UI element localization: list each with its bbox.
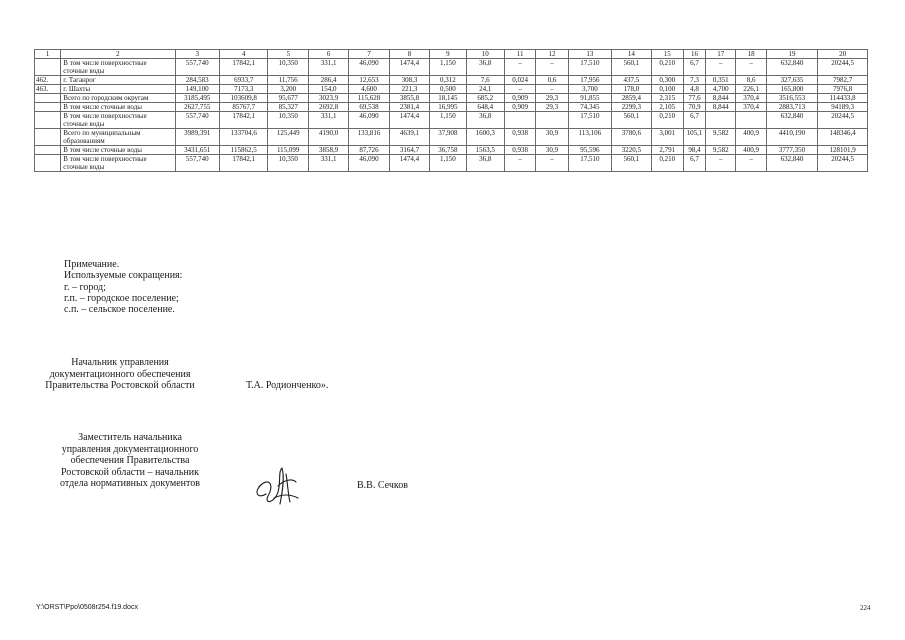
value-cell: 0,100 [651, 85, 683, 94]
value-cell: 4,600 [349, 85, 389, 94]
value-cell: 4190,0 [308, 129, 348, 146]
value-cell: 284,583 [175, 76, 219, 85]
value-cell: 3858,9 [308, 146, 348, 155]
value-cell: 148346,4 [818, 129, 868, 146]
value-cell: 2299,3 [612, 103, 651, 112]
value-cell: 154,0 [308, 85, 348, 94]
value-cell: 0,210 [651, 59, 683, 76]
value-cell: 1,150 [430, 59, 466, 76]
value-cell: 0,312 [430, 76, 466, 85]
column-number: 3 [175, 50, 219, 59]
value-cell: 1563,5 [466, 146, 504, 155]
value-cell: 46,090 [349, 112, 389, 129]
row-label-cell: Всего по муниципальным образованиям [61, 129, 175, 146]
value-cell: 125,449 [268, 129, 308, 146]
column-number: 4 [219, 50, 268, 59]
value-cell: 133704,6 [219, 129, 268, 146]
value-cell: 30,9 [536, 146, 568, 155]
value-cell: 10,350 [268, 155, 308, 172]
value-cell: 4410,190 [766, 129, 818, 146]
signatory1-name: Т.А. Родионченко». [246, 380, 329, 391]
value-cell: 3185,495 [175, 94, 219, 103]
value-cell: 6,7 [683, 155, 705, 172]
value-cell: 17,510 [568, 112, 611, 129]
value-cell: 632,840 [766, 59, 818, 76]
value-cell: 103609,8 [219, 94, 268, 103]
value-cell: 115,628 [349, 94, 389, 103]
position-line: Начальник управления [71, 357, 169, 368]
position-line: отдела нормативных документов [60, 478, 200, 489]
value-cell: 308,3 [389, 76, 429, 85]
value-cell: 632,840 [766, 155, 818, 172]
value-cell: 3164,7 [389, 146, 429, 155]
data-table [34, 49, 868, 172]
value-cell: 115,099 [268, 146, 308, 155]
value-cell: 1600,3 [466, 129, 504, 146]
value-cell: 1474,4 [389, 155, 429, 172]
value-cell: 7,6 [466, 76, 504, 85]
column-number: 5 [268, 50, 308, 59]
value-cell: 17842,1 [219, 155, 268, 172]
position-line: Ростовской области – начальник [60, 466, 200, 478]
position-line: Заместитель начальника [78, 432, 182, 443]
row-label-cell: г. Таганрог [61, 76, 175, 85]
value-cell: – [736, 155, 766, 172]
value-cell: 2,315 [651, 94, 683, 103]
value-cell: 0,210 [651, 112, 683, 129]
column-number: 16 [683, 50, 705, 59]
signatory2-position [36, 432, 224, 490]
value-cell: 331,1 [308, 112, 348, 129]
value-cell: 560,1 [612, 155, 651, 172]
column-number: 10 [466, 50, 504, 59]
row-number-cell [35, 103, 61, 112]
value-cell: 74,345 [568, 103, 611, 112]
value-cell: 128101,9 [818, 146, 868, 155]
table-row [35, 103, 868, 112]
column-number: 18 [736, 50, 766, 59]
row-number-cell [35, 129, 61, 146]
table-row [35, 85, 868, 94]
value-cell: – [706, 155, 736, 172]
value-cell: 105,1 [683, 129, 705, 146]
value-cell: 95,677 [268, 94, 308, 103]
value-cell: 9,582 [706, 146, 736, 155]
column-number: 17 [706, 50, 736, 59]
row-number-cell: 463. [35, 85, 61, 94]
value-cell: 115862,5 [219, 146, 268, 155]
value-cell: 560,1 [612, 59, 651, 76]
column-number: 12 [536, 50, 568, 59]
value-cell [504, 112, 535, 129]
value-cell: 3516,553 [766, 94, 818, 103]
value-cell: 12,653 [349, 76, 389, 85]
value-cell: 8,6 [736, 76, 766, 85]
value-cell: 3,700 [568, 85, 611, 94]
position-line: Правительства Ростовской области [45, 380, 195, 391]
value-cell: 3023,9 [308, 94, 348, 103]
value-cell: 0,500 [430, 85, 466, 94]
value-cell: 7173,3 [219, 85, 268, 94]
value-cell: 8,844 [706, 94, 736, 103]
value-cell: 37,908 [430, 129, 466, 146]
value-cell [706, 112, 736, 129]
row-number-cell [35, 146, 61, 155]
value-cell: 46,090 [349, 155, 389, 172]
notes-line: г. – город; [64, 281, 106, 293]
row-label-cell: Всего по городским округам [61, 94, 175, 103]
value-cell: 87,726 [349, 146, 389, 155]
table-header-row [35, 50, 868, 59]
position-line: управления документационного [61, 443, 199, 455]
value-cell: 400,9 [736, 129, 766, 146]
row-label-cell: В том числе сточные воды [61, 146, 175, 155]
value-cell: 1,150 [430, 112, 466, 129]
row-label-cell: В том числе поверхностные сточные воды [61, 112, 175, 129]
row-number-cell [35, 155, 61, 172]
value-cell: 648,4 [466, 103, 504, 112]
column-number: 8 [389, 50, 429, 59]
value-cell: 36,8 [466, 59, 504, 76]
value-cell: 17,956 [568, 76, 611, 85]
value-cell: 2381,4 [389, 103, 429, 112]
value-cell: 2692,8 [308, 103, 348, 112]
value-cell: 36,758 [430, 146, 466, 155]
value-cell: 3,200 [268, 85, 308, 94]
value-cell: 557,740 [175, 155, 219, 172]
value-cell: 400,9 [736, 146, 766, 155]
position-line: документационного обеспечения [49, 368, 191, 380]
position-line: обеспечения Правительства [70, 455, 190, 466]
value-cell: 91,855 [568, 94, 611, 103]
value-cell: 24,1 [466, 85, 504, 94]
table-row [35, 112, 868, 129]
value-cell: 3431,651 [175, 146, 219, 155]
value-cell: 17842,1 [219, 59, 268, 76]
value-cell: – [536, 155, 568, 172]
value-cell: 3,001 [651, 129, 683, 146]
notes-line: г.п. – городское поселение; [64, 292, 179, 304]
value-cell: 7982,7 [818, 76, 868, 85]
value-cell: 149,100 [175, 85, 219, 94]
column-number: 11 [504, 50, 535, 59]
value-cell: 10,350 [268, 112, 308, 129]
value-cell: 20244,5 [818, 155, 868, 172]
value-cell: 29,3 [536, 103, 568, 112]
page-number: 224 [860, 604, 871, 612]
column-number: 14 [612, 50, 651, 59]
value-cell: 2627,755 [175, 103, 219, 112]
value-cell: 0,909 [504, 94, 535, 103]
column-number: 13 [568, 50, 611, 59]
value-cell: 331,1 [308, 155, 348, 172]
table-row [35, 155, 868, 172]
value-cell: 2883,713 [766, 103, 818, 112]
value-cell: 2,791 [651, 146, 683, 155]
value-cell: 221,3 [389, 85, 429, 94]
value-cell: 17,510 [568, 59, 611, 76]
value-cell: 437,5 [612, 76, 651, 85]
value-cell: 17,510 [568, 155, 611, 172]
table-row [35, 146, 868, 155]
value-cell: 69,538 [349, 103, 389, 112]
column-number: 1 [35, 50, 61, 59]
value-cell: 165,800 [766, 85, 818, 94]
value-cell: 2,105 [651, 103, 683, 112]
value-cell: 685,2 [466, 94, 504, 103]
value-cell: 1,150 [430, 155, 466, 172]
value-cell: 0,024 [504, 76, 535, 85]
value-cell: 6,7 [683, 59, 705, 76]
value-cell: 178,0 [612, 85, 651, 94]
value-cell: 0,938 [504, 129, 535, 146]
value-cell: 98,4 [683, 146, 705, 155]
value-cell [536, 112, 568, 129]
value-cell: 20244,5 [818, 112, 868, 129]
notes-title: Примечание. [64, 259, 120, 270]
value-cell: 7,3 [683, 76, 705, 85]
value-cell: 36,8 [466, 112, 504, 129]
column-number: 2 [61, 50, 175, 59]
value-cell: 0,6 [536, 76, 568, 85]
row-label-cell: В том числе сточные воды [61, 103, 175, 112]
value-cell: 4,8 [683, 85, 705, 94]
footer-file-path: Y:\ORST\Ppo\0508r254.f19.docx [36, 604, 138, 611]
value-cell: 77,6 [683, 94, 705, 103]
value-cell: 9,582 [706, 129, 736, 146]
table-row [35, 129, 868, 146]
value-cell: 0,300 [651, 76, 683, 85]
signatory2-name: В.В. Сечков [357, 480, 408, 491]
column-number: 15 [651, 50, 683, 59]
row-number-cell: 462. [35, 76, 61, 85]
signatory1-position [28, 357, 212, 392]
value-cell: 0,938 [504, 146, 535, 155]
value-cell: 133,816 [349, 129, 389, 146]
value-cell: 20244,5 [818, 59, 868, 76]
value-cell: – [536, 59, 568, 76]
value-cell: 226,1 [736, 85, 766, 94]
value-cell: 85,327 [268, 103, 308, 112]
value-cell: 0,351 [706, 76, 736, 85]
value-cell: 3989,391 [175, 129, 219, 146]
column-number: 9 [430, 50, 466, 59]
value-cell: 10,350 [268, 59, 308, 76]
row-number-cell [35, 94, 61, 103]
value-cell: 331,1 [308, 59, 348, 76]
value-cell: 6933,7 [219, 76, 268, 85]
value-cell: 17842,1 [219, 112, 268, 129]
value-cell: 632,840 [766, 112, 818, 129]
column-number: 19 [766, 50, 818, 59]
value-cell: 4639,1 [389, 129, 429, 146]
value-cell: 8,844 [706, 103, 736, 112]
table-row [35, 94, 868, 103]
value-cell: 2859,4 [612, 94, 651, 103]
value-cell: 18,145 [430, 94, 466, 103]
value-cell: – [536, 85, 568, 94]
value-cell: 29,3 [536, 94, 568, 103]
row-label-cell: В том числе поверхностные сточные воды [61, 59, 175, 76]
table-row [35, 76, 868, 85]
notes-line: Используемые сокращения: [64, 270, 183, 282]
value-cell: 557,740 [175, 112, 219, 129]
value-cell: 286,4 [308, 76, 348, 85]
value-cell: 94189,3 [818, 103, 868, 112]
notes-block [64, 259, 182, 315]
value-cell: 1474,4 [389, 112, 429, 129]
value-cell: 46,090 [349, 59, 389, 76]
value-cell: 327,635 [766, 76, 818, 85]
value-cell: 11,756 [268, 76, 308, 85]
value-cell: 70,9 [683, 103, 705, 112]
value-cell: 3220,5 [612, 146, 651, 155]
value-cell: 557,740 [175, 59, 219, 76]
value-cell: 85767,7 [219, 103, 268, 112]
value-cell: – [504, 85, 535, 94]
value-cell: 16,995 [430, 103, 466, 112]
column-number: 7 [349, 50, 389, 59]
value-cell: 114433,8 [818, 94, 868, 103]
value-cell: 113,106 [568, 129, 611, 146]
value-cell: 4,700 [706, 85, 736, 94]
row-number-cell [35, 112, 61, 129]
row-label-cell: В том числе поверхностные сточные воды [61, 155, 175, 172]
value-cell: 95,596 [568, 146, 611, 155]
value-cell: 370,4 [736, 103, 766, 112]
value-cell: 36,8 [466, 155, 504, 172]
value-cell: 0,909 [504, 103, 535, 112]
value-cell: 3855,8 [389, 94, 429, 103]
column-number: 6 [308, 50, 348, 59]
value-cell: 1474,4 [389, 59, 429, 76]
value-cell: 3777,350 [766, 146, 818, 155]
value-cell: 0,210 [651, 155, 683, 172]
value-cell: – [706, 59, 736, 76]
handwritten-signature [252, 464, 300, 508]
value-cell: 30,9 [536, 129, 568, 146]
table-row [35, 59, 868, 76]
value-cell: – [504, 155, 535, 172]
value-cell: 370,4 [736, 94, 766, 103]
value-cell: 560,1 [612, 112, 651, 129]
row-number-cell [35, 59, 61, 76]
value-cell: 6,7 [683, 112, 705, 129]
value-cell: 3780,6 [612, 129, 651, 146]
row-label-cell: г. Шахты [61, 85, 175, 94]
notes-line: с.п. – сельское поселение. [64, 304, 175, 316]
value-cell: 7976,8 [818, 85, 868, 94]
value-cell [736, 112, 766, 129]
value-cell: – [504, 59, 535, 76]
column-number: 20 [818, 50, 868, 59]
value-cell: – [736, 59, 766, 76]
